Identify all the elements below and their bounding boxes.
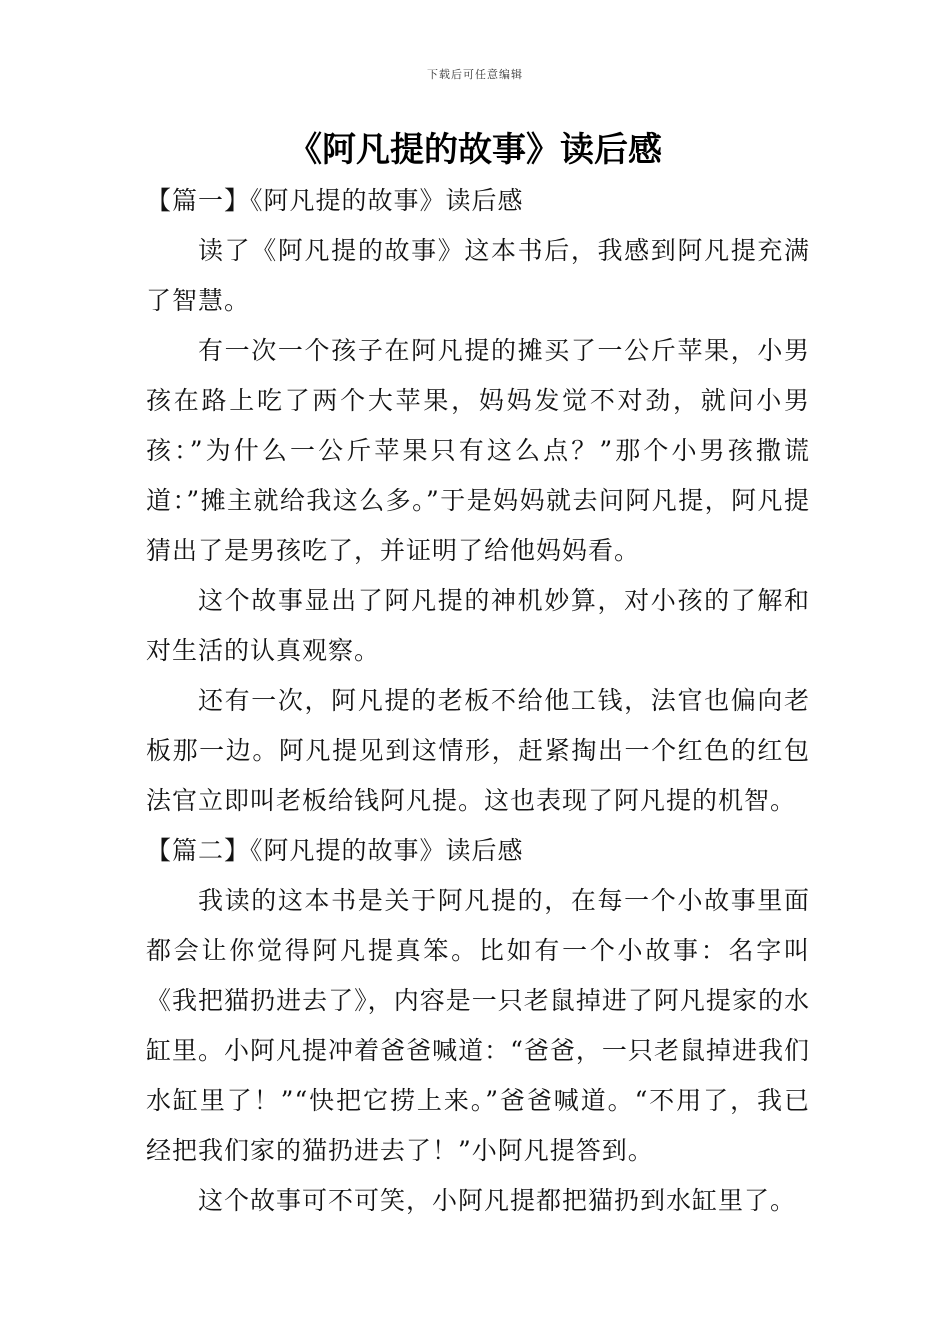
paragraph: 这个故事可不可笑，小阿凡提都把猫扔到水缸里了。	[198, 1186, 797, 1215]
paragraph: 这个故事显出了阿凡提的神机妙算，对小孩的了解和对生活的认真观察。	[146, 586, 810, 665]
section-heading: 【篇二】《阿凡提的故事》读后感	[146, 836, 524, 865]
section-one	[146, 176, 810, 826]
document-title: 《阿凡提的故事》读后感	[288, 130, 662, 170]
section-heading: 【篇一】《阿凡提的故事》读后感	[146, 186, 524, 215]
paragraph: 还有一次，阿凡提的老板不给他工钱，法官也偏向老板那一边。阿凡提见到这情形，赶紧掏出一个红色的红包法官立即叫老板给钱阿凡提。这也表现了阿凡提的机智。	[146, 686, 810, 815]
paragraph: 我读的这本书是关于阿凡提的，在每一个小故事里面都会让你觉得阿凡提真笨。比如有一个小故事：名字叫《我把猫扔进去了》，内容是一只老鼠掉进了阿凡提家的水缸里。小阿凡提冲着爸爸喊道：“爸爸，一只老鼠掉进我们水缸里了！”“快把它捞上来。”爸爸喊道。“不用了，我已经把我们家的猫扔进去了！”小阿凡提答到。	[146, 886, 810, 1165]
header-note: 下载后可任意编辑	[427, 68, 523, 81]
section-two	[146, 826, 810, 1226]
paragraph: 读了《阿凡提的故事》这本书后，我感到阿凡提充满了智慧。	[146, 236, 810, 315]
document-body	[146, 176, 810, 1226]
paragraph: 有一次一个孩子在阿凡提的摊买了一公斤苹果，小男孩在路上吃了两个大苹果，妈妈发觉不对劲，就问小男孩：”为什么一公斤苹果只有这么点？”那个小男孩撒谎道：”摊主就给我这么多。”于是妈妈就去问阿凡提，阿凡提猜出了是男孩吃了，并证明了给他妈妈看。	[146, 336, 810, 565]
